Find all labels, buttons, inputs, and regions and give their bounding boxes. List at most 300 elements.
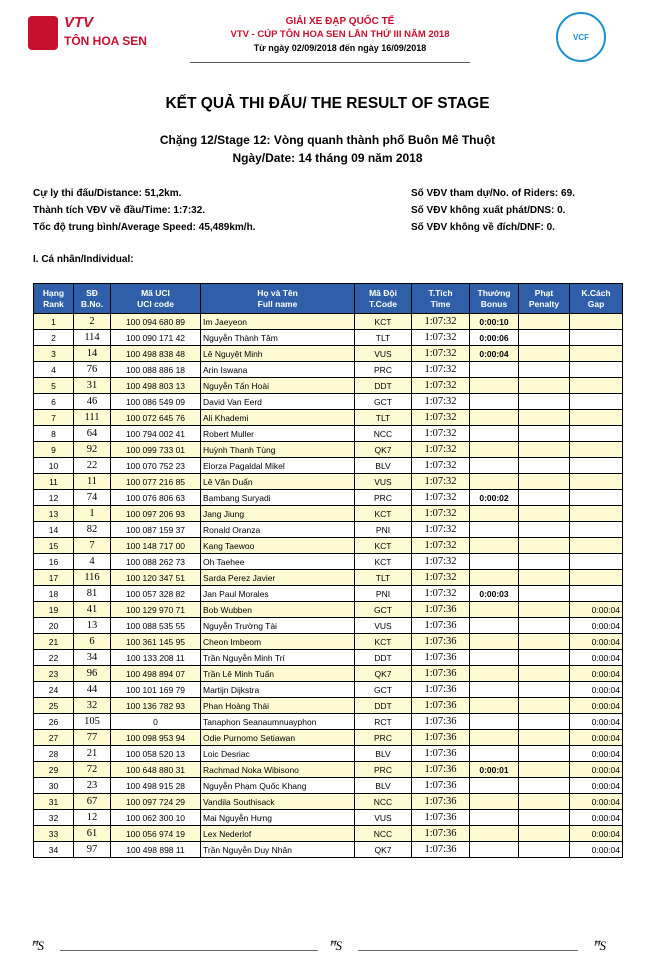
- table-row: [34, 410, 623, 426]
- cell-team: KCT: [355, 634, 412, 650]
- cell-penalty: [519, 650, 570, 666]
- cell-bonus: [470, 362, 519, 378]
- cell-time: 1:07:36: [412, 714, 470, 730]
- column-header-label: SĐ: [86, 287, 98, 298]
- column-header-bib: [74, 284, 111, 314]
- cell-gap: 0:00:04: [570, 746, 623, 762]
- cell-team: PRC: [355, 490, 412, 506]
- cell-name: Sarda Perez Javier: [201, 570, 355, 586]
- info-riders: Số VĐV tham dự/No. of Riders: 69.: [411, 188, 575, 199]
- cell-gap: [570, 490, 623, 506]
- table-row: [34, 762, 623, 778]
- info-dns: Số VĐV không xuất phát/DNS: 0.: [411, 205, 566, 216]
- cell-name: Trần Lê Minh Tuấn: [201, 666, 355, 682]
- cell-penalty: [519, 314, 570, 330]
- cell-bonus: [470, 778, 519, 794]
- cell-penalty: [519, 346, 570, 362]
- cell-penalty: [519, 586, 570, 602]
- cell-gap: 0:00:04: [570, 698, 623, 714]
- cell-bonus: [470, 410, 519, 426]
- cell-rank: 4: [34, 362, 74, 378]
- table-row: [34, 586, 623, 602]
- column-header-sublabel: B.No.: [80, 298, 104, 309]
- cell-uci: 100 076 806 63: [111, 490, 201, 506]
- table-row: [34, 506, 623, 522]
- cell-penalty: [519, 442, 570, 458]
- cell-time: 1:07:36: [412, 618, 470, 634]
- cell-uci: 100 098 953 94: [111, 730, 201, 746]
- header-line-3: Từ ngày 02/09/2018 đến ngày 16/09/2018: [253, 43, 427, 53]
- cell-bib: 34: [74, 650, 111, 666]
- cell-time: 1:07:36: [412, 826, 470, 842]
- cell-name: Nguyễn Thành Tâm: [201, 330, 355, 346]
- cell-time: 1:07:32: [412, 378, 470, 394]
- footer: [0, 938, 655, 958]
- cell-penalty: [519, 538, 570, 554]
- cell-penalty: [519, 378, 570, 394]
- cell-time: 1:07:32: [412, 490, 470, 506]
- cell-penalty: [519, 474, 570, 490]
- cell-name: Huỳnh Thanh Tùng: [201, 442, 355, 458]
- cell-team: NCC: [355, 794, 412, 810]
- cell-time: 1:07:36: [412, 634, 470, 650]
- column-header-time: [412, 284, 470, 314]
- cell-name: Im Jaeyeon: [201, 314, 355, 330]
- cell-bib: 77: [74, 730, 111, 746]
- cell-bib: 14: [74, 346, 111, 362]
- column-header-label: T.Tích: [428, 287, 453, 298]
- cell-bonus: [470, 506, 519, 522]
- cell-time: 1:07:36: [412, 730, 470, 746]
- cell-bonus: [470, 842, 519, 858]
- column-header-sublabel: Gap: [587, 298, 605, 309]
- cell-bib: 44: [74, 682, 111, 698]
- cell-uci: 0: [111, 714, 201, 730]
- table-row: [34, 522, 623, 538]
- cell-time: 1:07:32: [412, 586, 470, 602]
- cell-penalty: [519, 522, 570, 538]
- table-row: [34, 538, 623, 554]
- cell-uci: 100 072 645 76: [111, 410, 201, 426]
- cell-rank: 5: [34, 378, 74, 394]
- cell-bonus: [470, 522, 519, 538]
- cell-gap: [570, 378, 623, 394]
- cell-gap: 0:00:04: [570, 666, 623, 682]
- cell-uci: 100 056 974 19: [111, 826, 201, 842]
- cell-time: 1:07:36: [412, 794, 470, 810]
- table-row: [34, 682, 623, 698]
- cell-time: 1:07:36: [412, 842, 470, 858]
- cell-team: PRC: [355, 730, 412, 746]
- cell-penalty: [519, 730, 570, 746]
- cell-time: 1:07:36: [412, 682, 470, 698]
- cell-bonus: 0:00:01: [470, 762, 519, 778]
- cell-uci: 100 133 208 11: [111, 650, 201, 666]
- cell-team: PNI: [355, 522, 412, 538]
- cell-name: Lex Nederlof: [201, 826, 355, 842]
- cell-rank: 24: [34, 682, 74, 698]
- cell-bonus: [470, 826, 519, 842]
- cell-gap: [570, 570, 623, 586]
- cell-team: GCT: [355, 602, 412, 618]
- cell-rank: 33: [34, 826, 74, 842]
- cell-bonus: [470, 602, 519, 618]
- cell-bib: 22: [74, 458, 111, 474]
- cell-time: 1:07:32: [412, 362, 470, 378]
- cell-name: Lê Nguyệt Minh: [201, 346, 355, 362]
- cyclist-icon: [28, 16, 58, 50]
- table-row: [34, 746, 623, 762]
- cell-rank: 29: [34, 762, 74, 778]
- cell-rank: 22: [34, 650, 74, 666]
- cell-penalty: [519, 602, 570, 618]
- cell-uci: 100 498 915 28: [111, 778, 201, 794]
- cell-team: DDT: [355, 698, 412, 714]
- cell-team: DDT: [355, 650, 412, 666]
- cell-uci: 100 088 886 18: [111, 362, 201, 378]
- column-header-label: K.Cách: [581, 287, 611, 298]
- cell-gap: [570, 346, 623, 362]
- footer-line-2: [358, 950, 578, 951]
- column-header-bonus: [470, 284, 519, 314]
- column-header-sublabel: UCI code: [137, 298, 174, 309]
- cell-uci: 100 101 169 79: [111, 682, 201, 698]
- column-header-penalty: [519, 284, 570, 314]
- cell-rank: 1: [34, 314, 74, 330]
- cell-time: 1:07:32: [412, 522, 470, 538]
- cell-time: 1:07:32: [412, 330, 470, 346]
- cell-bib: 81: [74, 586, 111, 602]
- column-header-label: Hạng: [42, 287, 65, 298]
- cell-name: Oh Taehee: [201, 554, 355, 570]
- cell-rank: 19: [34, 602, 74, 618]
- cell-rank: 14: [34, 522, 74, 538]
- cell-name: Nguyễn Phạm Quốc Khang: [201, 778, 355, 794]
- cell-rank: 7: [34, 410, 74, 426]
- table-row: [34, 474, 623, 490]
- cell-bonus: [470, 474, 519, 490]
- cell-gap: 0:00:04: [570, 842, 623, 858]
- cell-rank: 13: [34, 506, 74, 522]
- table-row: [34, 330, 623, 346]
- cell-rank: 32: [34, 810, 74, 826]
- column-header-sublabel: T.Code: [369, 298, 397, 309]
- table-row: [34, 346, 623, 362]
- cell-uci: 100 498 894 07: [111, 666, 201, 682]
- cell-bib: 96: [74, 666, 111, 682]
- cell-gap: 0:00:04: [570, 634, 623, 650]
- referee-signature-2: ꟸS: [328, 938, 342, 953]
- cell-team: PNI: [355, 586, 412, 602]
- cell-rank: 25: [34, 698, 74, 714]
- referee-signature-3: ꟸS: [592, 938, 606, 953]
- cell-uci: 100 120 347 51: [111, 570, 201, 586]
- cell-bib: 72: [74, 762, 111, 778]
- column-header-label: Thưởng: [477, 287, 511, 298]
- table-row: [34, 314, 623, 330]
- cell-rank: 12: [34, 490, 74, 506]
- cell-rank: 17: [34, 570, 74, 586]
- cell-team: VUS: [355, 474, 412, 490]
- cell-name: Phan Hoàng Thái: [201, 698, 355, 714]
- cell-team: VUS: [355, 618, 412, 634]
- table-row: [34, 362, 623, 378]
- header-divider: [190, 62, 470, 63]
- cell-penalty: [519, 746, 570, 762]
- info-speed: Tốc độ trung bình/Average Speed: 45,489km/h.: [33, 222, 256, 233]
- cell-name: Vandila Southisack: [201, 794, 355, 810]
- cell-team: PRC: [355, 762, 412, 778]
- cell-gap: 0:00:04: [570, 650, 623, 666]
- cell-uci: 100 088 262 73: [111, 554, 201, 570]
- cell-rank: 23: [34, 666, 74, 682]
- cell-penalty: [519, 634, 570, 650]
- header-line-1: GIẢI XE ĐẠP QUỐC TẾ: [285, 16, 395, 27]
- cell-uci: 100 498 803 13: [111, 378, 201, 394]
- cell-time: 1:07:32: [412, 538, 470, 554]
- cell-bonus: [470, 570, 519, 586]
- cell-time: 1:07:36: [412, 762, 470, 778]
- cell-uci: 100 648 880 31: [111, 762, 201, 778]
- cell-gap: [570, 586, 623, 602]
- table-row: [34, 650, 623, 666]
- vcf-logo-text: VCF: [573, 32, 589, 42]
- table-row: [34, 634, 623, 650]
- cell-team: KCT: [355, 554, 412, 570]
- cell-uci: 100 097 206 93: [111, 506, 201, 522]
- cell-name: Arin Iswana: [201, 362, 355, 378]
- table-row: [34, 778, 623, 794]
- cell-rank: 21: [34, 634, 74, 650]
- cell-name: Ronald Oranza: [201, 522, 355, 538]
- cell-name: Martijn Dijkstra: [201, 682, 355, 698]
- cell-penalty: [519, 618, 570, 634]
- cell-uci: 100 088 535 55: [111, 618, 201, 634]
- cell-bonus: [470, 810, 519, 826]
- cell-rank: 2: [34, 330, 74, 346]
- cell-uci: 100 361 145 95: [111, 634, 201, 650]
- cell-time: 1:07:36: [412, 746, 470, 762]
- cell-time: 1:07:36: [412, 810, 470, 826]
- cell-rank: 8: [34, 426, 74, 442]
- cell-bonus: 0:00:02: [470, 490, 519, 506]
- section-heading: I. Cá nhân/Individual:: [33, 254, 134, 265]
- cell-name: Nguyễn Tấn Hoài: [201, 378, 355, 394]
- cell-gap: 0:00:04: [570, 810, 623, 826]
- cell-gap: [570, 458, 623, 474]
- cell-rank: 6: [34, 394, 74, 410]
- cell-gap: 0:00:04: [570, 794, 623, 810]
- table-row: [34, 618, 623, 634]
- cell-bib: 7: [74, 538, 111, 554]
- cell-uci: 100 077 216 85: [111, 474, 201, 490]
- cell-gap: 0:00:04: [570, 778, 623, 794]
- cell-bonus: 0:00:06: [470, 330, 519, 346]
- cell-bib: 23: [74, 778, 111, 794]
- cell-bonus: [470, 458, 519, 474]
- results-table: [33, 283, 623, 858]
- cell-gap: 0:00:04: [570, 762, 623, 778]
- cell-name: Elorza Pagaldal Mikel: [201, 458, 355, 474]
- cell-gap: 0:00:04: [570, 602, 623, 618]
- cell-bib: 2: [74, 314, 111, 330]
- cell-bib: 1: [74, 506, 111, 522]
- cell-bib: 67: [74, 794, 111, 810]
- cell-name: Tanaphon Seanaumnuayphon: [201, 714, 355, 730]
- cell-name: Trần Nguyễn Minh Trí: [201, 650, 355, 666]
- cell-bib: 41: [74, 602, 111, 618]
- column-header-sublabel: Rank: [43, 298, 64, 309]
- cell-time: 1:07:32: [412, 442, 470, 458]
- cell-name: Rachmad Noka Wibisono: [201, 762, 355, 778]
- info-time: Thành tích VĐV về đầu/Time: 1:7:32.: [33, 205, 206, 216]
- cell-team: TLT: [355, 570, 412, 586]
- info-dnf: Số VĐV không về đích/DNF: 0.: [411, 222, 555, 233]
- referee-signature-1: ꟸS: [30, 938, 44, 953]
- cell-uci: 100 136 782 93: [111, 698, 201, 714]
- column-header-rank: [34, 284, 74, 314]
- cell-bib: 64: [74, 426, 111, 442]
- cell-gap: 0:00:04: [570, 714, 623, 730]
- cell-rank: 11: [34, 474, 74, 490]
- column-header-name: [201, 284, 355, 314]
- table-row: [34, 698, 623, 714]
- header-line-2: VTV - CÚP TÔN HOA SEN LẦN THỨ III NĂM 2018: [230, 29, 450, 40]
- cell-name: Lê Văn Duẩn: [201, 474, 355, 490]
- cell-rank: 3: [34, 346, 74, 362]
- cell-bonus: [470, 378, 519, 394]
- cell-bonus: [470, 394, 519, 410]
- vtv-ton-hoa-sen-logo: [28, 14, 147, 54]
- table-row: [34, 842, 623, 858]
- table-row: [34, 378, 623, 394]
- cell-bonus: 0:00:03: [470, 586, 519, 602]
- cell-penalty: [519, 426, 570, 442]
- table-row: [34, 794, 623, 810]
- column-header-team: [355, 284, 412, 314]
- cell-team: VUS: [355, 346, 412, 362]
- cell-penalty: [519, 490, 570, 506]
- cell-time: 1:07:32: [412, 314, 470, 330]
- cell-name: Robert Muller: [201, 426, 355, 442]
- cell-bib: 6: [74, 634, 111, 650]
- cell-name: Bob Wubben: [201, 602, 355, 618]
- cell-rank: 31: [34, 794, 74, 810]
- cell-uci: 100 148 717 00: [111, 538, 201, 554]
- logo-brand-text: TÔN HOA SEN: [64, 34, 147, 48]
- cell-time: 1:07:36: [412, 778, 470, 794]
- cell-bib: 74: [74, 490, 111, 506]
- cell-rank: 18: [34, 586, 74, 602]
- cell-name: David Van Eerd: [201, 394, 355, 410]
- cell-bib: 11: [74, 474, 111, 490]
- cell-bib: 111: [74, 410, 111, 426]
- cell-team: GCT: [355, 394, 412, 410]
- column-header-label: Phạt: [534, 287, 554, 298]
- cell-bib: 97: [74, 842, 111, 858]
- cell-penalty: [519, 714, 570, 730]
- cell-bib: 13: [74, 618, 111, 634]
- cell-uci: 100 062 300 10: [111, 810, 201, 826]
- cell-team: PRC: [355, 362, 412, 378]
- cell-bonus: [470, 442, 519, 458]
- cell-time: 1:07:32: [412, 554, 470, 570]
- cell-bib: 92: [74, 442, 111, 458]
- cell-rank: 28: [34, 746, 74, 762]
- cell-name: Kang Taewoo: [201, 538, 355, 554]
- cell-gap: [570, 426, 623, 442]
- cell-bonus: [470, 682, 519, 698]
- cell-rank: 27: [34, 730, 74, 746]
- cell-bib: 46: [74, 394, 111, 410]
- column-header-sublabel: Penalty: [528, 298, 560, 309]
- table-row: [34, 554, 623, 570]
- cell-bib: 76: [74, 362, 111, 378]
- cell-gap: [570, 538, 623, 554]
- column-header-label: Họ và Tên: [257, 287, 298, 298]
- cell-uci: 100 129 970 71: [111, 602, 201, 618]
- cell-name: Jan Paul Morales: [201, 586, 355, 602]
- cell-uci: 100 794 002 41: [111, 426, 201, 442]
- cell-gap: [570, 330, 623, 346]
- column-header-uci: [111, 284, 201, 314]
- table-row: [34, 826, 623, 842]
- cell-uci: 100 057 328 82: [111, 586, 201, 602]
- cell-bib: 4: [74, 554, 111, 570]
- cell-uci: 100 498 898 11: [111, 842, 201, 858]
- cell-bonus: [470, 426, 519, 442]
- table-row: [34, 810, 623, 826]
- cell-bonus: [470, 730, 519, 746]
- table-row: [34, 570, 623, 586]
- table-row: [34, 666, 623, 682]
- cell-penalty: [519, 794, 570, 810]
- cell-team: GCT: [355, 682, 412, 698]
- cell-team: TLT: [355, 410, 412, 426]
- cell-bib: 21: [74, 746, 111, 762]
- cell-uci: 100 498 838 48: [111, 346, 201, 362]
- cell-penalty: [519, 778, 570, 794]
- logo-vtv-text: VTV: [64, 14, 94, 31]
- cell-uci: 100 097 724 29: [111, 794, 201, 810]
- cell-penalty: [519, 826, 570, 842]
- cell-time: 1:07:36: [412, 698, 470, 714]
- column-header-label: Mã UCI: [141, 287, 170, 298]
- cell-bib: 105: [74, 714, 111, 730]
- cell-name: Odie Purnomo Setiawan: [201, 730, 355, 746]
- cell-bonus: [470, 554, 519, 570]
- cell-time: 1:07:32: [412, 506, 470, 522]
- cell-uci: 100 070 752 23: [111, 458, 201, 474]
- vcf-logo: [556, 12, 606, 62]
- cell-penalty: [519, 394, 570, 410]
- cell-penalty: [519, 666, 570, 682]
- cell-bib: 12: [74, 810, 111, 826]
- cell-team: NCC: [355, 826, 412, 842]
- cell-penalty: [519, 570, 570, 586]
- cell-team: DDT: [355, 378, 412, 394]
- cell-team: KCT: [355, 506, 412, 522]
- cell-time: 1:07:32: [412, 570, 470, 586]
- cell-time: 1:07:32: [412, 474, 470, 490]
- cell-rank: 30: [34, 778, 74, 794]
- cell-team: NCC: [355, 426, 412, 442]
- cell-gap: 0:00:04: [570, 826, 623, 842]
- cell-bib: 31: [74, 378, 111, 394]
- cell-time: 1:07:36: [412, 650, 470, 666]
- cell-time: 1:07:32: [412, 410, 470, 426]
- cell-bonus: 0:00:04: [470, 346, 519, 362]
